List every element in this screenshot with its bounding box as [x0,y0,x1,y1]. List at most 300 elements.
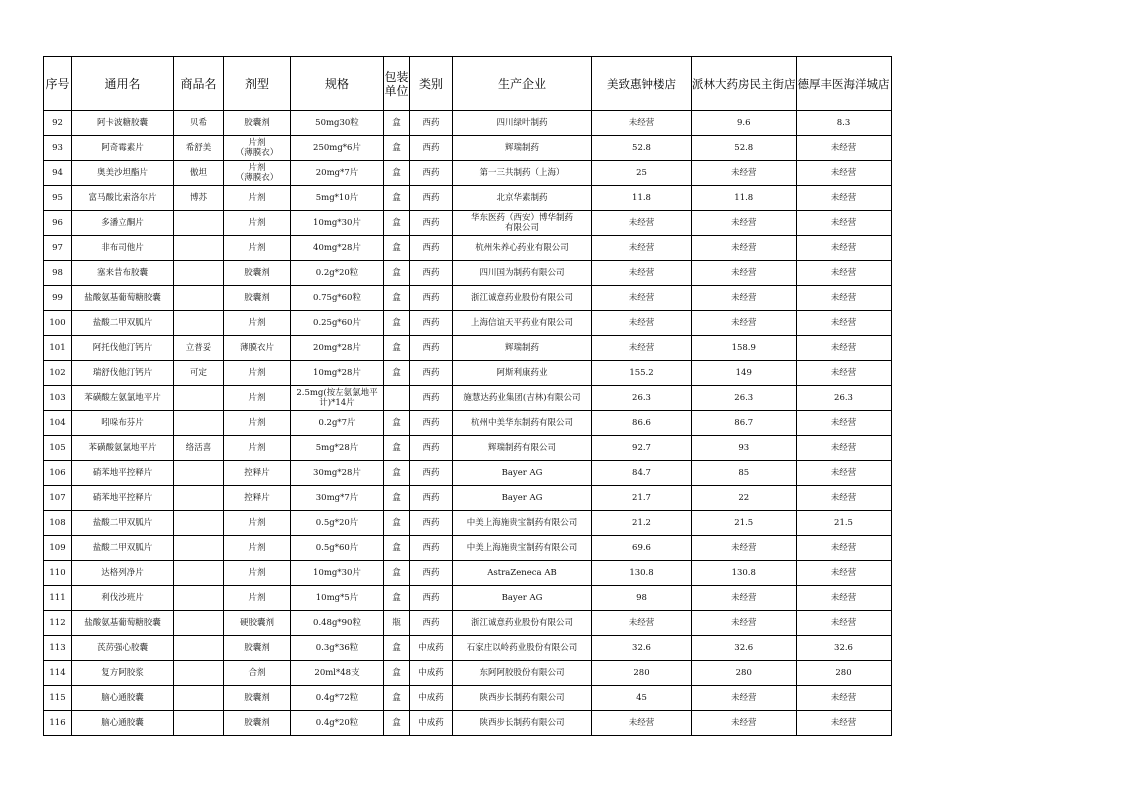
table-row [44,611,892,636]
cell-store-2-price: 52.8 [692,136,797,161]
col-header-package-unit: 包装 单位 [384,57,410,111]
table-row [44,286,892,311]
table-row [44,711,892,736]
cell-spec: 250mg*6片 [291,136,384,161]
cell-brand-name [174,511,224,536]
cell-store-2-price: 22 [692,486,797,511]
cell-store-3-price: 21.5 [796,511,891,536]
cell-store-1-price: 未经营 [592,261,692,286]
cell-store-3-price: 8.3 [796,111,891,136]
cell-package-unit: 盒 [384,636,410,661]
cell-store-1-price: 21.7 [592,486,692,511]
table-row [44,636,892,661]
cell-manufacturer: 浙江诚意药业股份有限公司 [453,286,592,311]
cell-generic-name: 苯磺酸氨氯地平片 [72,436,174,461]
col-header-generic-name: 通用名 [72,57,174,111]
cell-brand-name [174,586,224,611]
cell-dosage-form: 片剂 （薄膜衣） [224,161,291,186]
cell-store-3-price: 未经营 [796,286,891,311]
cell-dosage-form: 胶囊剂 [224,711,291,736]
cell-store-1-price: 86.6 [592,411,692,436]
table-row [44,486,892,511]
cell-store-3-price: 未经营 [796,686,891,711]
cell-spec: 0.48g*90粒 [291,611,384,636]
cell-category: 西药 [410,236,453,261]
table-row [44,686,892,711]
cell-generic-name: 多潘立酮片 [72,211,174,236]
cell-dosage-form: 薄膜衣片 [224,336,291,361]
cell-store-2-price: 130.8 [692,561,797,586]
cell-spec: 0.75g*60粒 [291,286,384,311]
cell-index: 109 [44,536,72,561]
table-row [44,336,892,361]
cell-manufacturer: 浙江诚意药业股份有限公司 [453,611,592,636]
cell-brand-name: 立普妥 [174,336,224,361]
cell-index: 102 [44,361,72,386]
cell-package-unit: 盒 [384,211,410,236]
cell-generic-name: 非布司他片 [72,236,174,261]
cell-store-2-price: 9.6 [692,111,797,136]
cell-spec: 5mg*10片 [291,186,384,211]
cell-category: 西药 [410,161,453,186]
cell-spec: 10mg*5片 [291,586,384,611]
cell-brand-name [174,536,224,561]
cell-dosage-form: 片剂 [224,561,291,586]
cell-store-2-price: 93 [692,436,797,461]
cell-brand-name [174,211,224,236]
cell-generic-name: 脑心通胶囊 [72,686,174,711]
cell-store-3-price: 未经营 [796,261,891,286]
cell-store-2-price: 32.6 [692,636,797,661]
cell-brand-name [174,661,224,686]
table-row [44,161,892,186]
cell-index: 110 [44,561,72,586]
cell-category: 中成药 [410,661,453,686]
cell-spec: 20mg*28片 [291,336,384,361]
cell-manufacturer: 杭州朱养心药业有限公司 [453,236,592,261]
cell-store-3-price: 26.3 [796,386,891,411]
cell-index: 107 [44,486,72,511]
cell-manufacturer: 辉瑞制药 [453,136,592,161]
cell-store-3-price: 未经营 [796,461,891,486]
cell-store-2-price: 26.3 [692,386,797,411]
cell-category: 西药 [410,211,453,236]
cell-manufacturer: 第一三共制药（上海） [453,161,592,186]
cell-store-3-price: 未经营 [796,211,891,236]
cell-manufacturer: 辉瑞制药有限公司 [453,436,592,461]
cell-dosage-form: 片剂 [224,186,291,211]
col-header-index: 序号 [44,57,72,111]
cell-spec: 40mg*28片 [291,236,384,261]
cell-spec: 0.3g*36粒 [291,636,384,661]
cell-store-2-price: 86.7 [692,411,797,436]
cell-store-1-price: 25 [592,161,692,186]
cell-generic-name: 盐酸氨基葡萄糖胶囊 [72,611,174,636]
cell-manufacturer: 施慧达药业集团(吉林)有限公司 [453,386,592,411]
cell-brand-name [174,261,224,286]
cell-store-3-price: 未经营 [796,486,891,511]
cell-category: 西药 [410,486,453,511]
cell-store-1-price: 未经营 [592,336,692,361]
cell-package-unit: 盒 [384,436,410,461]
cell-index: 106 [44,461,72,486]
table-row [44,111,892,136]
table-row [44,186,892,211]
cell-package-unit: 盒 [384,461,410,486]
cell-store-3-price: 未经营 [796,361,891,386]
cell-manufacturer: 四川国为制药有限公司 [453,261,592,286]
cell-store-3-price: 未经营 [796,311,891,336]
col-header-store-2: 派林大药房民主街店 [692,57,797,111]
cell-dosage-form: 合剂 [224,661,291,686]
cell-store-1-price: 11.8 [592,186,692,211]
cell-store-2-price: 未经营 [692,261,797,286]
cell-package-unit: 盒 [384,586,410,611]
cell-spec: 0.4g*20粒 [291,711,384,736]
cell-spec: 0.2g*20粒 [291,261,384,286]
cell-package-unit: 盒 [384,286,410,311]
cell-dosage-form: 片剂 [224,211,291,236]
cell-package-unit: 盒 [384,186,410,211]
cell-category: 西药 [410,111,453,136]
table-row [44,586,892,611]
cell-dosage-form: 胶囊剂 [224,636,291,661]
table-row [44,436,892,461]
cell-spec: 0.5g*20片 [291,511,384,536]
table-row [44,386,892,411]
cell-store-2-price: 未经营 [692,211,797,236]
cell-spec: 10mg*30片 [291,211,384,236]
cell-generic-name: 利伐沙班片 [72,586,174,611]
cell-index: 115 [44,686,72,711]
cell-index: 113 [44,636,72,661]
drug-price-table [43,56,892,736]
table-row [44,561,892,586]
cell-dosage-form: 片剂 [224,586,291,611]
cell-dosage-form: 控释片 [224,486,291,511]
cell-package-unit: 盒 [384,411,410,436]
cell-generic-name: 阿卡波糖胶囊 [72,111,174,136]
cell-category: 西药 [410,536,453,561]
table-row [44,211,892,236]
cell-category: 西药 [410,411,453,436]
cell-spec: 20mg*7片 [291,161,384,186]
cell-brand-name [174,411,224,436]
cell-index: 104 [44,411,72,436]
cell-brand-name [174,286,224,311]
cell-brand-name: 希舒美 [174,136,224,161]
cell-index: 99 [44,286,72,311]
cell-store-1-price: 未经营 [592,311,692,336]
table-row [44,661,892,686]
cell-store-3-price: 未经营 [796,336,891,361]
cell-store-2-price: 158.9 [692,336,797,361]
cell-index: 103 [44,386,72,411]
cell-package-unit: 盒 [384,536,410,561]
cell-store-3-price: 未经营 [796,536,891,561]
cell-store-1-price: 84.7 [592,461,692,486]
cell-category: 西药 [410,436,453,461]
cell-store-1-price: 未经营 [592,711,692,736]
cell-brand-name: 贝希 [174,111,224,136]
cell-generic-name: 富马酸比索洛尔片 [72,186,174,211]
cell-generic-name: 达格列净片 [72,561,174,586]
cell-spec: 0.25g*60片 [291,311,384,336]
cell-brand-name [174,686,224,711]
cell-manufacturer: Bayer AG [453,586,592,611]
cell-store-1-price: 45 [592,686,692,711]
cell-manufacturer: 上海信谊天平药业有限公司 [453,311,592,336]
table-row [44,536,892,561]
cell-package-unit: 盒 [384,161,410,186]
cell-spec: 0.4g*72粒 [291,686,384,711]
cell-brand-name [174,311,224,336]
col-header-dosage-form: 剂型 [224,57,291,111]
cell-generic-name: 阿托伐他汀钙片 [72,336,174,361]
cell-store-1-price: 52.8 [592,136,692,161]
cell-category: 西药 [410,611,453,636]
cell-category: 西药 [410,361,453,386]
cell-store-3-price: 未经营 [796,136,891,161]
cell-store-2-price: 未经营 [692,611,797,636]
cell-manufacturer: 陕西步长制药有限公司 [453,711,592,736]
col-header-store-1: 美致惠钟楼店 [592,57,692,111]
cell-package-unit: 盒 [384,111,410,136]
cell-generic-name: 硝苯地平控释片 [72,486,174,511]
cell-store-1-price: 32.6 [592,636,692,661]
cell-spec: 50mg30粒 [291,111,384,136]
cell-store-2-price: 85 [692,461,797,486]
cell-spec: 2.5mg(按左氨氯地平 计)*14片 [291,386,384,411]
cell-store-1-price: 280 [592,661,692,686]
cell-index: 112 [44,611,72,636]
cell-index: 95 [44,186,72,211]
cell-index: 105 [44,436,72,461]
cell-spec: 10mg*28片 [291,361,384,386]
cell-dosage-form: 胶囊剂 [224,111,291,136]
cell-package-unit [384,386,410,411]
cell-generic-name: 盐酸二甲双胍片 [72,311,174,336]
cell-store-2-price: 未经营 [692,236,797,261]
cell-brand-name [174,711,224,736]
cell-store-1-price: 92.7 [592,436,692,461]
cell-generic-name: 复方阿胶浆 [72,661,174,686]
cell-store-1-price: 未经营 [592,286,692,311]
cell-dosage-form: 片剂 [224,236,291,261]
cell-brand-name: 络活喜 [174,436,224,461]
cell-store-2-price: 11.8 [692,186,797,211]
cell-dosage-form: 片剂 [224,386,291,411]
cell-dosage-form: 片剂 [224,436,291,461]
cell-manufacturer: 中美上海施贵宝制药有限公司 [453,536,592,561]
col-header-spec: 规格 [291,57,384,111]
cell-index: 96 [44,211,72,236]
cell-package-unit: 盒 [384,486,410,511]
cell-index: 97 [44,236,72,261]
cell-brand-name [174,636,224,661]
cell-store-3-price: 未经营 [796,561,891,586]
cell-category: 西药 [410,136,453,161]
cell-spec: 30mg*28片 [291,461,384,486]
cell-manufacturer: 辉瑞制药 [453,336,592,361]
cell-store-2-price: 149 [692,361,797,386]
cell-index: 93 [44,136,72,161]
cell-manufacturer: 北京华素制药 [453,186,592,211]
cell-manufacturer: 石家庄以岭药业股份有限公司 [453,636,592,661]
cell-index: 98 [44,261,72,286]
cell-store-3-price: 未经营 [796,161,891,186]
cell-store-1-price: 130.8 [592,561,692,586]
cell-dosage-form: 片剂 [224,411,291,436]
cell-manufacturer: 东阿阿胶股份有限公司 [453,661,592,686]
cell-manufacturer: 阿斯利康药业 [453,361,592,386]
cell-manufacturer: Bayer AG [453,486,592,511]
cell-store-3-price: 未经营 [796,411,891,436]
cell-index: 108 [44,511,72,536]
cell-package-unit: 盒 [384,311,410,336]
cell-generic-name: 硝苯地平控释片 [72,461,174,486]
cell-index: 101 [44,336,72,361]
cell-category: 西药 [410,261,453,286]
cell-store-2-price: 未经营 [692,711,797,736]
cell-dosage-form: 片剂 [224,511,291,536]
cell-index: 116 [44,711,72,736]
cell-package-unit: 盒 [384,236,410,261]
cell-generic-name: 盐酸二甲双胍片 [72,511,174,536]
cell-package-unit: 盒 [384,561,410,586]
cell-package-unit: 盒 [384,511,410,536]
cell-manufacturer: 中美上海施贵宝制药有限公司 [453,511,592,536]
cell-generic-name: 奥美沙坦酯片 [72,161,174,186]
cell-package-unit: 盒 [384,361,410,386]
cell-generic-name: 苯磺酸左氨氯地平片 [72,386,174,411]
cell-store-1-price: 69.6 [592,536,692,561]
cell-brand-name: 傲坦 [174,161,224,186]
cell-package-unit: 盒 [384,661,410,686]
cell-spec: 10mg*30片 [291,561,384,586]
table-row [44,311,892,336]
cell-dosage-form: 胶囊剂 [224,261,291,286]
cell-store-1-price: 155.2 [592,361,692,386]
cell-dosage-form: 片剂 [224,361,291,386]
cell-category: 西药 [410,561,453,586]
cell-spec: 20ml*48支 [291,661,384,686]
cell-dosage-form: 片剂 [224,311,291,336]
cell-store-3-price: 未经营 [796,711,891,736]
col-header-manufacturer: 生产企业 [453,57,592,111]
col-header-brand-name: 商品名 [174,57,224,111]
cell-dosage-form: 胶囊剂 [224,286,291,311]
table-row [44,136,892,161]
cell-store-2-price: 未经营 [692,311,797,336]
cell-category: 西药 [410,336,453,361]
cell-spec: 0.2g*7片 [291,411,384,436]
cell-store-1-price: 未经营 [592,611,692,636]
table-row [44,261,892,286]
cell-index: 114 [44,661,72,686]
cell-store-2-price: 未经营 [692,686,797,711]
cell-store-3-price: 未经营 [796,186,891,211]
cell-store-2-price: 未经营 [692,586,797,611]
cell-brand-name [174,386,224,411]
cell-manufacturer: 四川绿叶制药 [453,111,592,136]
cell-brand-name [174,561,224,586]
cell-index: 100 [44,311,72,336]
cell-store-2-price: 280 [692,661,797,686]
cell-package-unit: 瓶 [384,611,410,636]
cell-store-2-price: 未经营 [692,286,797,311]
cell-package-unit: 盒 [384,261,410,286]
cell-store-3-price: 未经营 [796,611,891,636]
cell-package-unit: 盒 [384,686,410,711]
table-row [44,461,892,486]
table-row [44,361,892,386]
cell-manufacturer: Bayer AG [453,461,592,486]
cell-store-1-price: 未经营 [592,236,692,261]
cell-index: 111 [44,586,72,611]
cell-category: 西药 [410,311,453,336]
cell-store-1-price: 98 [592,586,692,611]
cell-manufacturer: 华东医药（西安）博华制药 有限公司 [453,211,592,236]
cell-category: 西药 [410,286,453,311]
cell-brand-name [174,611,224,636]
cell-spec: 5mg*28片 [291,436,384,461]
cell-store-3-price: 未经营 [796,436,891,461]
cell-store-3-price: 280 [796,661,891,686]
cell-generic-name: 芪苈强心胶囊 [72,636,174,661]
cell-package-unit: 盒 [384,336,410,361]
cell-manufacturer: 陕西步长制药有限公司 [453,686,592,711]
cell-store-3-price: 32.6 [796,636,891,661]
cell-dosage-form: 胶囊剂 [224,686,291,711]
cell-spec: 30mg*7片 [291,486,384,511]
table-row [44,511,892,536]
cell-store-1-price: 21.2 [592,511,692,536]
cell-store-3-price: 未经营 [796,586,891,611]
cell-index: 94 [44,161,72,186]
cell-store-1-price: 未经营 [592,111,692,136]
cell-category: 西药 [410,586,453,611]
cell-brand-name [174,461,224,486]
cell-store-2-price: 21.5 [692,511,797,536]
cell-generic-name: 瑞舒伐他汀钙片 [72,361,174,386]
cell-generic-name: 盐酸二甲双胍片 [72,536,174,561]
cell-store-3-price: 未经营 [796,236,891,261]
cell-brand-name [174,236,224,261]
cell-index: 92 [44,111,72,136]
table-row [44,236,892,261]
table-row [44,411,892,436]
col-header-category: 类别 [410,57,453,111]
cell-store-2-price: 未经营 [692,161,797,186]
cell-generic-name: 阿奇霉素片 [72,136,174,161]
cell-store-1-price: 未经营 [592,211,692,236]
cell-category: 西药 [410,461,453,486]
cell-category: 西药 [410,386,453,411]
cell-category: 西药 [410,186,453,211]
cell-brand-name [174,486,224,511]
cell-brand-name: 博苏 [174,186,224,211]
cell-generic-name: 吲哚布芬片 [72,411,174,436]
cell-package-unit: 盒 [384,711,410,736]
cell-category: 西药 [410,511,453,536]
cell-generic-name: 脑心通胶囊 [72,711,174,736]
cell-dosage-form: 片剂 [224,536,291,561]
cell-brand-name: 可定 [174,361,224,386]
cell-dosage-form: 硬胶囊剂 [224,611,291,636]
cell-dosage-form: 控释片 [224,461,291,486]
cell-store-1-price: 26.3 [592,386,692,411]
